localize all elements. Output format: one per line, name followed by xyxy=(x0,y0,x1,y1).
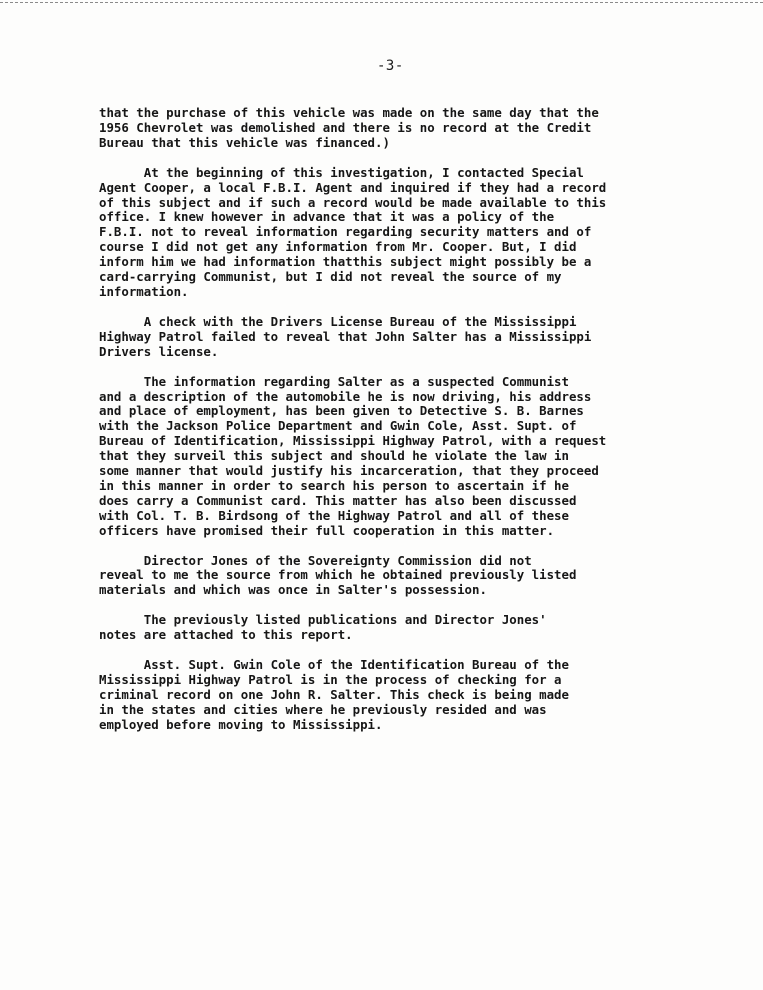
paragraph-criminal-record-check xyxy=(99,658,719,733)
paragraph-fbi-contact xyxy=(99,166,719,300)
document-body xyxy=(99,106,719,748)
text-line: and place of employment, has been given to Detective S. B. Barnes xyxy=(99,403,584,419)
text-line: Agent Cooper, a local F.B.I. Agent and inquired if they had a record xyxy=(99,179,607,195)
text-line: some manner that would justify his incarceration, that they proceed xyxy=(99,463,599,479)
text-line: of this subject and if such a record would be made available to this xyxy=(99,194,607,210)
text-line: A check with the Drivers License Bureau of the Mississippi xyxy=(99,313,577,329)
text-line: inform him we had information thatthis subject might possibly be a xyxy=(99,254,592,270)
text-line: The previously listed publications and Director Jones' xyxy=(99,612,547,628)
paragraph-director-jones xyxy=(99,554,719,599)
text-line: that they surveil this subject and should he violate the law in xyxy=(99,448,569,464)
text-line: officers have promised their full cooperation in this matter. xyxy=(99,522,555,538)
text-line: Bureau of Identification, Mississippi Highway Patrol, with a request xyxy=(99,433,607,449)
text-line: Mississippi Highway Patrol is in the process of checking for a xyxy=(99,672,562,687)
text-line: Bureau that this vehicle was financed.) xyxy=(99,134,390,150)
text-line: F.B.I. not to reveal information regarding security matters and of xyxy=(99,224,592,240)
text-line: employed before moving to Mississippi. xyxy=(99,716,383,732)
text-line: materials and which was once in Salter's possession. xyxy=(99,582,487,598)
text-line: in the states and cities where he previously resided and was xyxy=(99,701,547,717)
text-line: Drivers license. xyxy=(99,343,219,359)
page-number: -3- xyxy=(377,58,404,74)
text-line: with the Jackson Police Department and Gwin Cole, Asst. Supt. of xyxy=(99,418,577,434)
text-line: At the beginning of this investigation, I contacted Special xyxy=(99,164,584,180)
text-line: that the purchase of this vehicle was made on the same day that the xyxy=(99,105,599,120)
text-line: information. xyxy=(99,283,189,299)
text-line: notes are attached to this report. xyxy=(99,627,353,643)
text-line: in this manner in order to search his person to ascertain if he xyxy=(99,477,569,493)
paragraph-drivers-license xyxy=(99,315,719,360)
text-line: office. I knew however in advance that it was a policy of the xyxy=(99,209,555,225)
text-line: 1956 Chevrolet was demolished and there is no record at the Credit xyxy=(99,119,592,135)
text-line: Director Jones of the Sovereignty Commission did not xyxy=(99,552,532,568)
paragraph-attachments xyxy=(99,613,719,643)
text-line: The information regarding Salter as a suspected Communist xyxy=(99,373,569,389)
text-line: course I did not get any information from Mr. Cooper. But, I did xyxy=(99,239,577,255)
paragraph-vehicle-purchase xyxy=(99,106,719,151)
page-top-edge xyxy=(0,2,763,3)
text-line: and a description of the automobile he is now driving, his address xyxy=(99,388,592,404)
text-line: Highway Patrol failed to reveal that John Salter has a Mississippi xyxy=(99,328,592,344)
text-line: card-carrying Communist, but I did not reveal the source of my xyxy=(99,269,562,285)
text-line: criminal record on one John R. Salter. This check is being made xyxy=(99,686,569,702)
paragraph-surveillance-request xyxy=(99,375,719,539)
text-line: does carry a Communist card. This matter has also been discussed xyxy=(99,492,577,508)
text-line: Asst. Supt. Gwin Cole of the Identification Bureau of the xyxy=(99,657,569,673)
text-line: with Col. T. B. Birdsong of the Highway Patrol and all of these xyxy=(99,507,569,523)
text-line: reveal to me the source from which he obtained previously listed xyxy=(99,567,577,583)
